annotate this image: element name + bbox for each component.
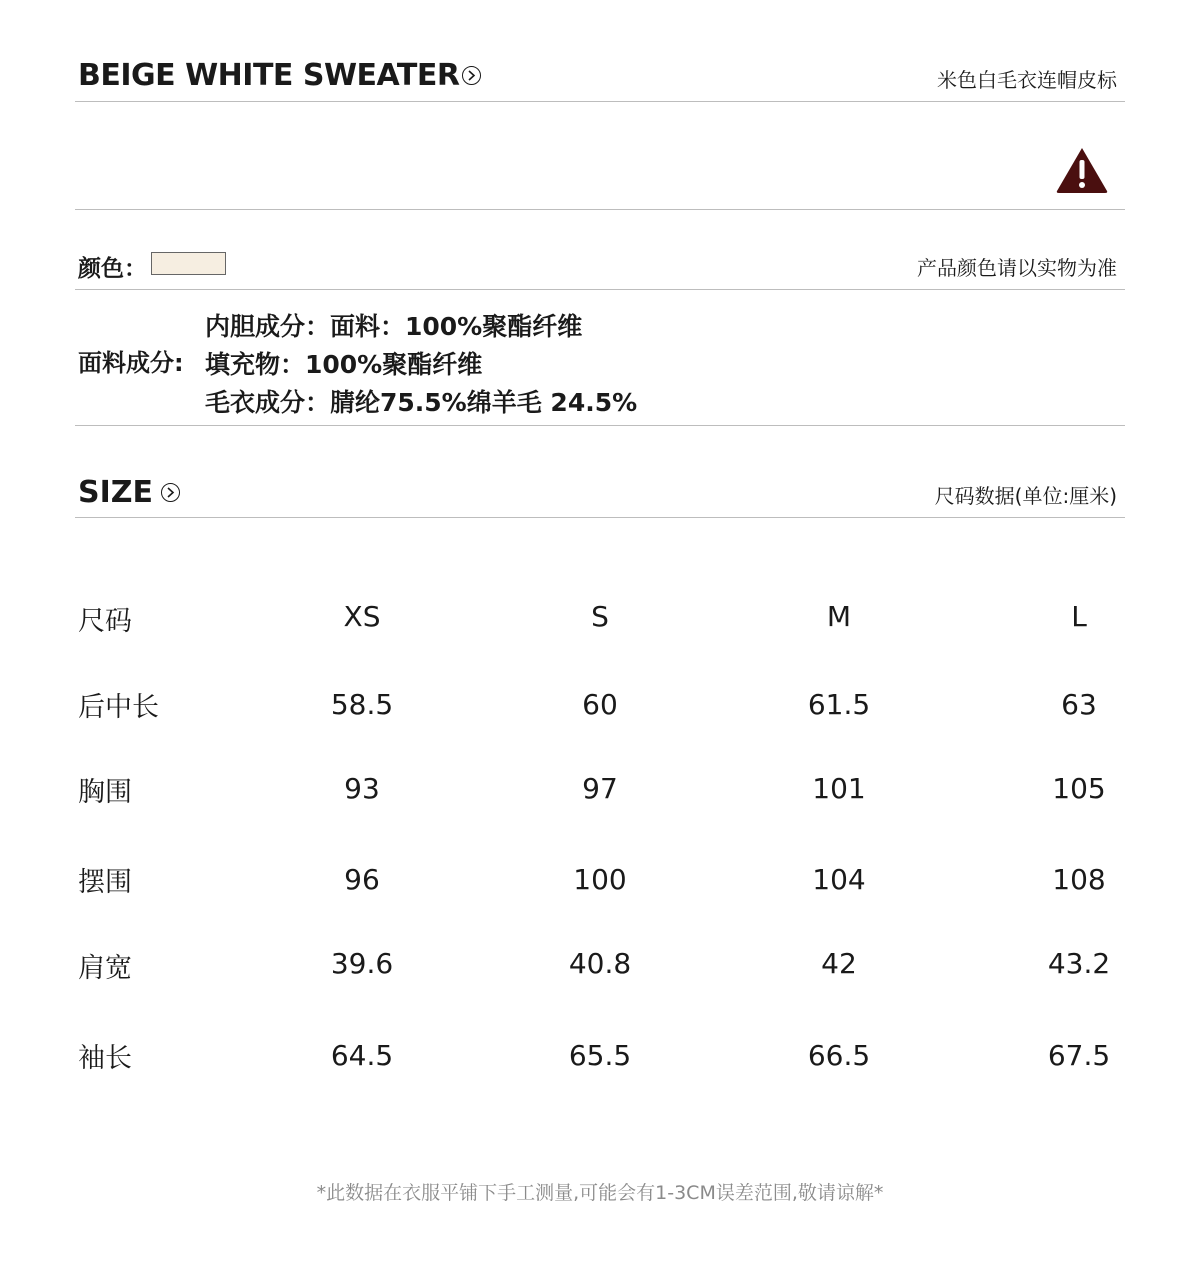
table-cell: 100 xyxy=(573,863,627,896)
table-cell: 64.5 xyxy=(330,1039,394,1072)
table-cell: 93 xyxy=(344,772,380,805)
size-title-text: SIZE xyxy=(78,475,154,510)
divider xyxy=(75,209,1125,210)
size-header-cell: L xyxy=(1071,600,1087,633)
product-subtitle: 米色白毛衣连帽皮标 xyxy=(937,68,1117,92)
row-label: 肩宽 xyxy=(78,953,132,984)
size-unit-note: 尺码数据(单位:厘米) xyxy=(934,484,1117,508)
table-cell: 67.5 xyxy=(1047,1039,1111,1072)
divider xyxy=(75,517,1125,518)
material-line: 内胆成分：面料：100%聚酯纤维 xyxy=(205,312,583,341)
title-text: BEIGE WHITE SWEATER xyxy=(78,58,460,93)
size-title xyxy=(78,475,180,510)
size-header-label: 尺码 xyxy=(78,606,132,637)
table-cell: 43.2 xyxy=(1047,947,1111,980)
table-cell: 65.5 xyxy=(568,1039,632,1072)
divider xyxy=(75,101,1125,102)
color-swatch xyxy=(151,252,226,275)
row-label: 摆围 xyxy=(78,867,132,898)
material-line: 填充物：100%聚酯纤维 xyxy=(205,350,483,379)
table-cell: 66.5 xyxy=(807,1039,871,1072)
table-cell: 42 xyxy=(821,947,857,980)
row-label: 袖长 xyxy=(78,1043,132,1074)
size-header-cell: XS xyxy=(343,600,381,633)
chevron-right-circle-icon xyxy=(462,66,481,85)
table-cell: 60 xyxy=(582,688,618,721)
measurement-disclaimer: *此数据在衣服平铺下手工测量,可能会有1-3CM误差范围,敬请谅解* xyxy=(316,1182,884,1204)
divider xyxy=(75,425,1125,426)
color-note: 产品颜色请以实物为准 xyxy=(917,256,1117,280)
table-cell: 40.8 xyxy=(568,947,632,980)
material-label: 面料成分: xyxy=(78,349,184,377)
divider xyxy=(75,289,1125,290)
table-cell: 39.6 xyxy=(330,947,394,980)
table-cell: 97 xyxy=(582,772,618,805)
table-cell: 96 xyxy=(344,863,380,896)
row-label: 胸围 xyxy=(78,777,132,808)
table-cell: 101 xyxy=(812,772,866,805)
size-header-cell: M xyxy=(826,600,852,633)
page-title xyxy=(78,58,481,93)
table-cell: 104 xyxy=(812,863,866,896)
size-header-cell: S xyxy=(591,600,609,633)
table-cell: 63 xyxy=(1061,688,1097,721)
material-line: 毛衣成分：腈纶75.5%绵羊毛 24.5% xyxy=(205,388,638,417)
table-cell: 108 xyxy=(1052,863,1106,896)
table-cell: 105 xyxy=(1052,772,1106,805)
table-cell: 61.5 xyxy=(807,688,871,721)
table-cell: 58.5 xyxy=(330,688,394,721)
warning-triangle-icon xyxy=(1055,146,1109,194)
chevron-right-circle-icon xyxy=(161,483,180,502)
color-label: 颜色： xyxy=(78,256,147,282)
row-label: 后中长 xyxy=(78,692,159,723)
